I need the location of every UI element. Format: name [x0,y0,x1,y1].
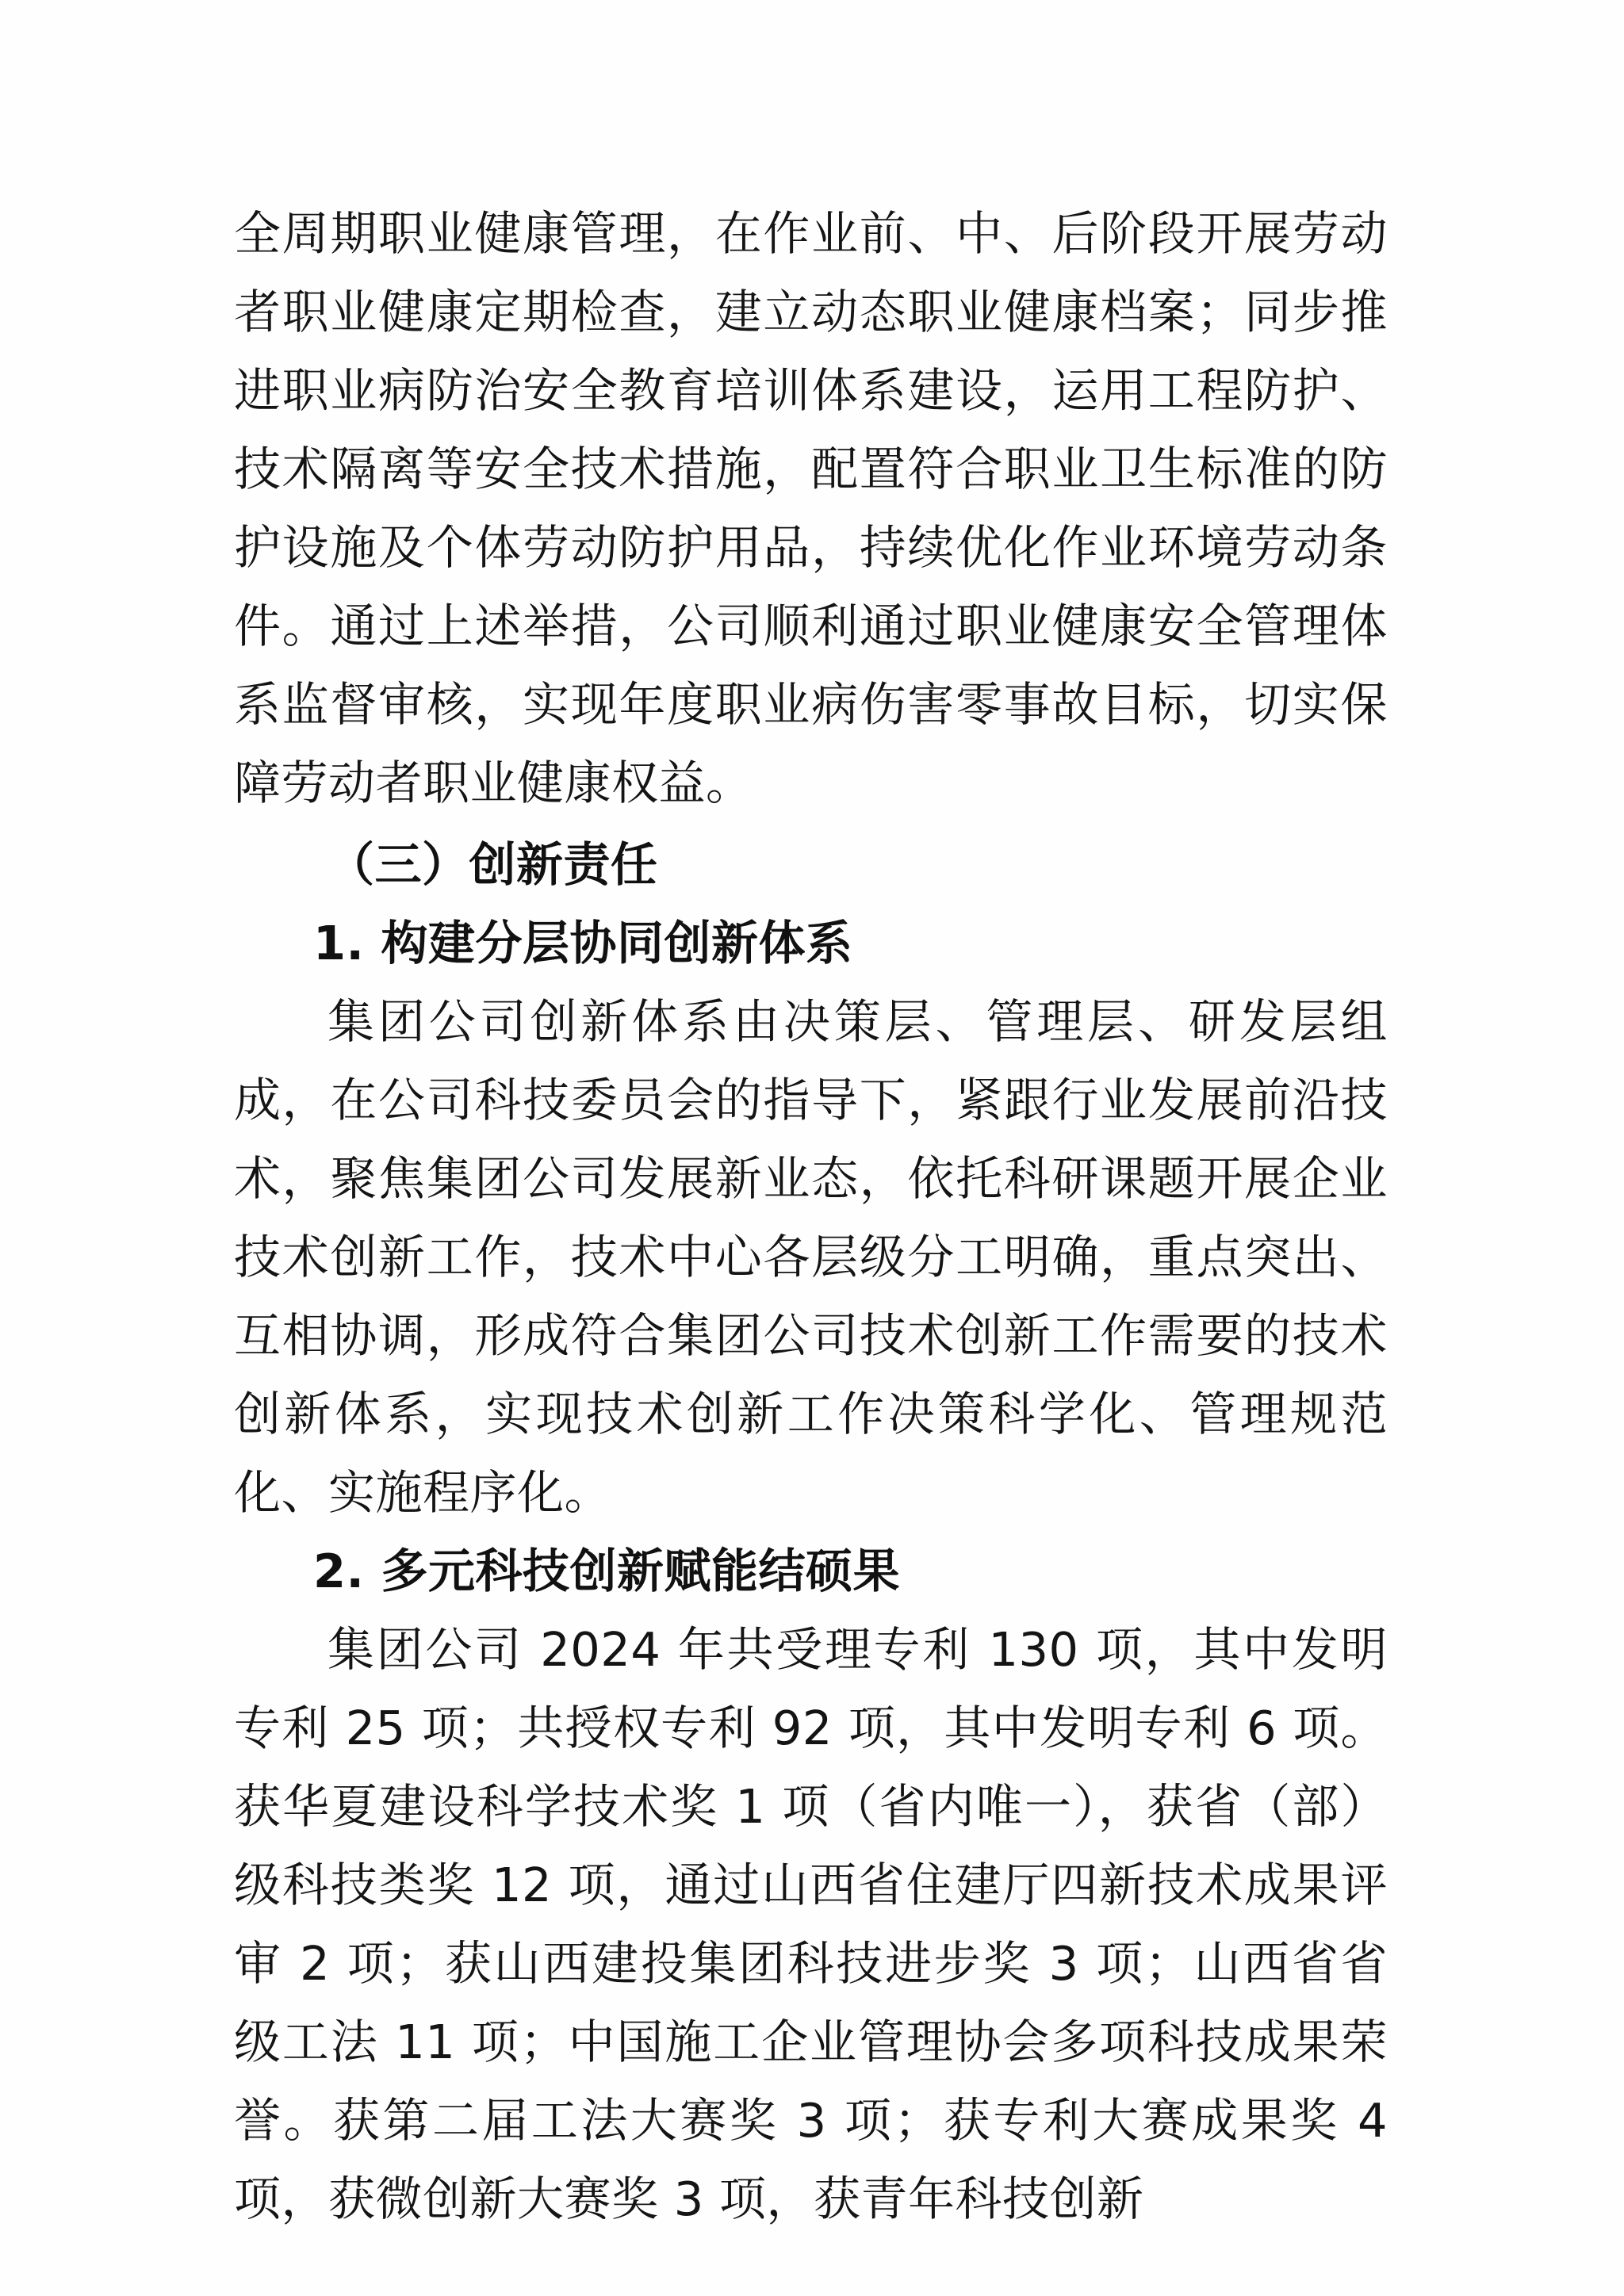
paragraph-occupational-health: 全周期职业健康管理，在作业前、中、后阶段开展劳动者职业健康定期检查，建立动态职业健康档案；同步推进职业病防治安全教育培训体系建设，运用工程防护、技术隔离等安全技术措施，配置符合职业卫生标准的防护设施及个体劳动防护用品，持续优化作业环境劳动条件。通过上述举措，公司顺利通过职业健康安全管理体系监督审核，实现年度职业病伤害零事故目标，切实保障劳动者职业健康权益。 [234,206,1388,810]
heading-section-innovation-responsibility: （三）创新责任 [327,837,658,892]
paragraph-item-1-body: 集团公司创新体系由决策层、管理层、研发层组成，在公司科技委员会的指导下，紧跟行业发展前沿技术，聚焦集团公司发展新业态，依托科研课题开展企业技术创新工作，技术中心各层级分工明确，重点突出、互相协调，形成符合集团公司技术创新工作需要的技术创新体系，实现技术创新工作决策科学化、管理规范化、实施程序化。 [234,994,1388,1520]
paragraph-item-2-body: 集团公司 2024 年共受理专利 130 项，其中发明专利 25 项；共授权专利 92 项，其中发明专利 6 项。获华夏建设科学技术奖 1 项（省内唯一），获省（部）级科技类奖 12 项，通过山西省住建厅四新技术成果评审 2 项；获山西建投集团科技进步奖 3 项；山西省省级工法 11 项；中国施工企业管理协会多项科技成果荣誉。获第二届工法大赛奖 3 项；获专利大赛成果奖 4 项，获微创新大赛奖 3 项，获青年科技创新 [234,1622,1388,2226]
heading-item-1-collaborative-innovation-system: 1. 构建分层协同创新体系 [313,916,853,970]
document-body [234,194,1388,2238]
heading-item-2-technology-innovation-results: 2. 多元科技创新赋能结硕果 [313,1544,901,1598]
